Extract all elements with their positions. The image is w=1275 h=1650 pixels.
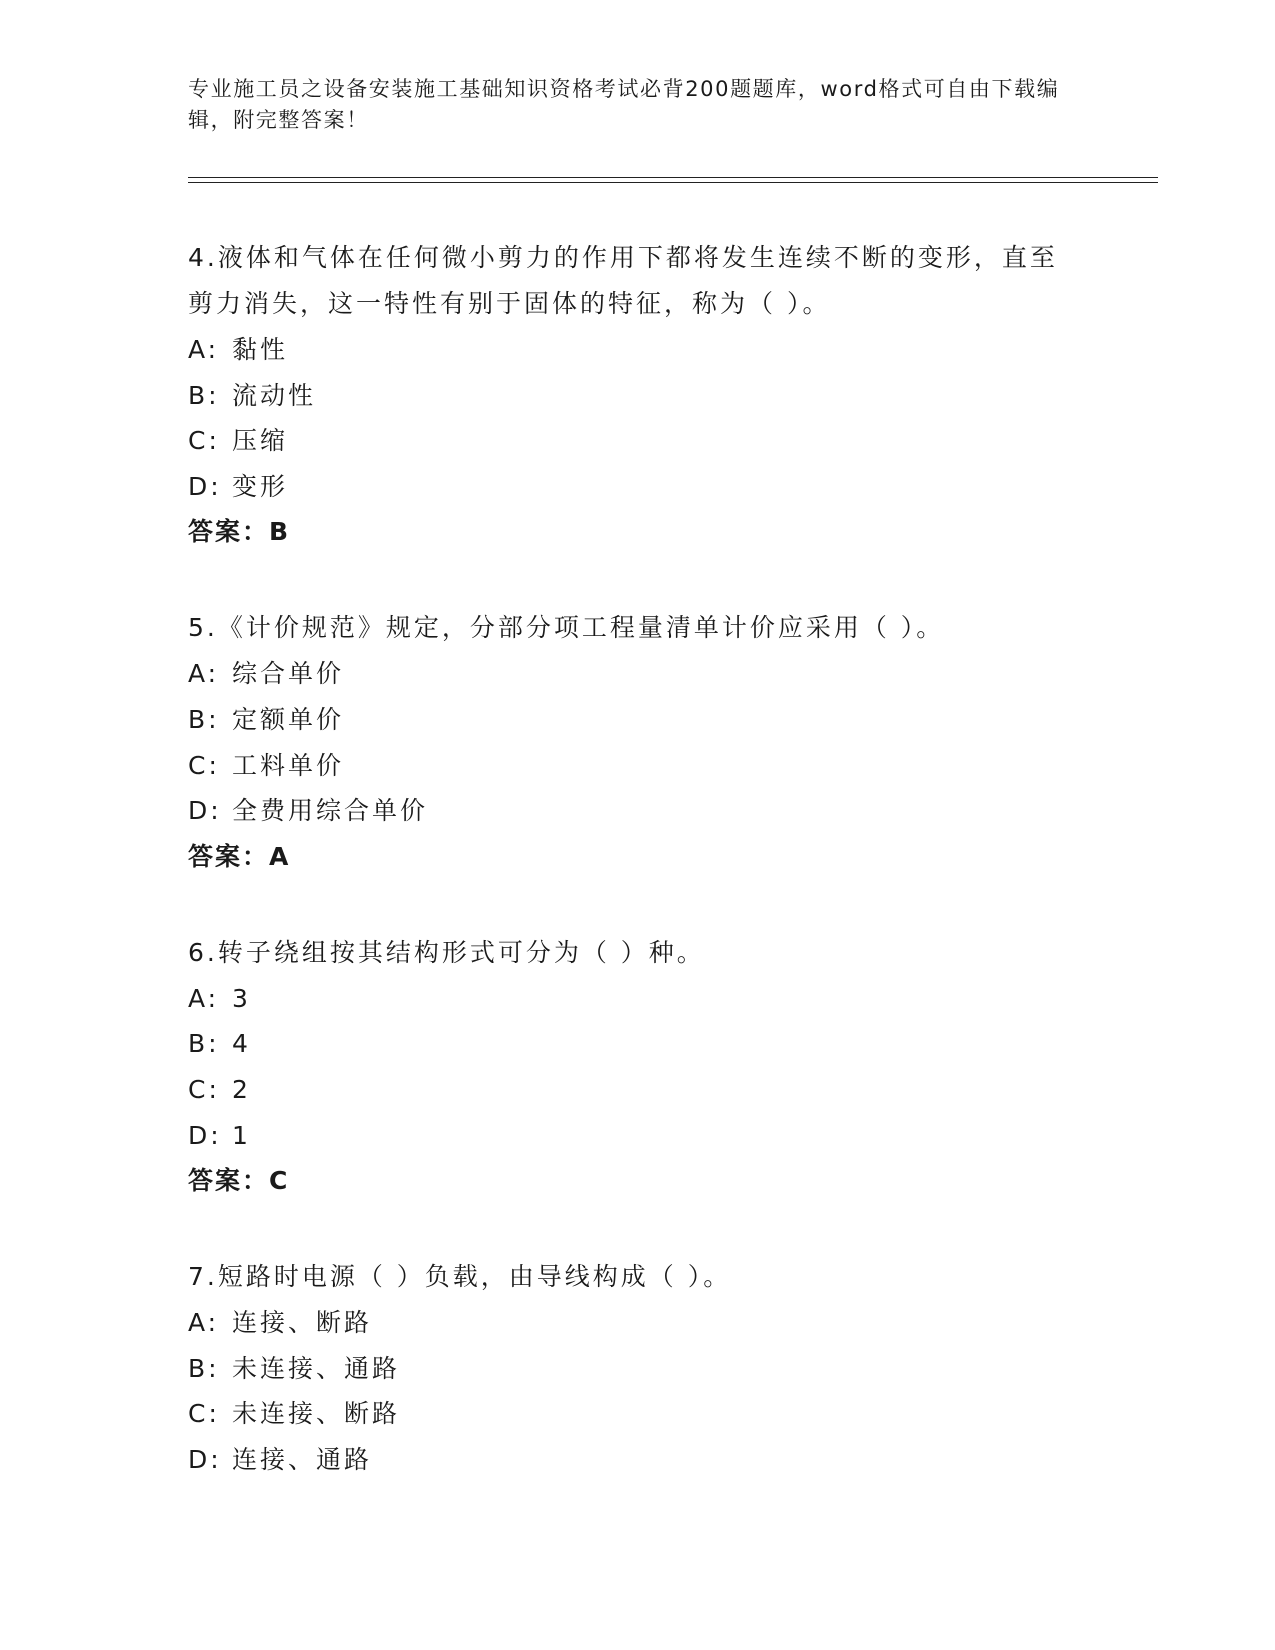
option-letter: B: [188, 704, 220, 734]
option-letter: B: [188, 1029, 220, 1059]
option-c [188, 418, 1158, 464]
question-6 [188, 930, 1158, 1204]
option-text: 定额单价 [232, 704, 345, 734]
answer-line: 答案：C [188, 1166, 290, 1196]
option-letter: A: [188, 659, 220, 689]
question-list [188, 235, 1158, 1533]
header-double-rule [188, 177, 1158, 183]
option-d [188, 788, 1158, 834]
option-text: 3 [232, 983, 251, 1013]
option-letter: D: [188, 796, 222, 826]
question-text: 6.转子绕组按其结构形式可分为（ ）种。 [188, 937, 705, 967]
option-d [188, 464, 1158, 510]
option-a [188, 976, 1158, 1022]
option-b [188, 1021, 1158, 1067]
option-a [188, 1300, 1158, 1346]
option-c [188, 743, 1158, 789]
question-text: 7.短路时电源（ ）负载，由导线构成（ ）。 [188, 1262, 732, 1292]
option-c [188, 1391, 1158, 1437]
option-d [188, 1113, 1158, 1159]
option-letter: D: [188, 471, 222, 501]
document-header: 专业施工员之设备安装施工基础知识资格考试必背200题题库，word格式可自由下载编辑，附完整答案！ [188, 77, 1060, 132]
option-text: 工料单价 [232, 750, 345, 780]
option-letter: C: [188, 1399, 220, 1429]
answer-line: 答案：A [188, 841, 291, 871]
option-c [188, 1067, 1158, 1113]
option-letter: B: [188, 380, 220, 410]
option-text: 全费用综合单价 [232, 796, 429, 826]
option-b [188, 1346, 1158, 1392]
option-letter: A: [188, 983, 220, 1013]
option-b [188, 697, 1158, 743]
option-text: 2 [232, 1074, 251, 1104]
question-text: 4.液体和气体在任何微小剪力的作用下都将发生连续不断的变形，直至剪力消失，这一特性有别于固体的特征，称为（ ）。 [188, 243, 1058, 318]
option-text: 黏性 [232, 335, 289, 364]
question-5 [188, 605, 1158, 879]
option-letter: D: [188, 1120, 222, 1150]
option-text: 综合单价 [232, 659, 345, 689]
option-letter: C: [188, 1074, 220, 1104]
question-4 [188, 235, 1158, 555]
option-d [188, 1437, 1158, 1483]
option-letter: C: [188, 750, 220, 780]
question-text: 5.《计价规范》规定，分部分项工程量清单计价应采用（ ）。 [188, 613, 945, 643]
option-letter: C: [188, 426, 220, 456]
option-b [188, 373, 1158, 419]
option-text: 连接、通路 [232, 1444, 373, 1474]
answer-line: 答案：B [188, 517, 291, 547]
option-letter: A: [188, 335, 220, 364]
option-letter: A: [188, 1308, 220, 1338]
option-text: 变形 [232, 471, 289, 501]
option-text: 流动性 [232, 380, 317, 410]
option-a [188, 327, 1158, 373]
option-text: 4 [232, 1029, 251, 1059]
question-7 [188, 1254, 1158, 1482]
option-text: 压缩 [232, 426, 289, 456]
option-letter: B: [188, 1353, 220, 1383]
option-text: 未连接、断路 [232, 1399, 401, 1429]
option-letter: D: [188, 1444, 222, 1474]
option-text: 1 [232, 1120, 251, 1150]
option-text: 未连接、通路 [232, 1353, 401, 1383]
option-text: 连接、断路 [232, 1308, 373, 1338]
option-a [188, 651, 1158, 697]
